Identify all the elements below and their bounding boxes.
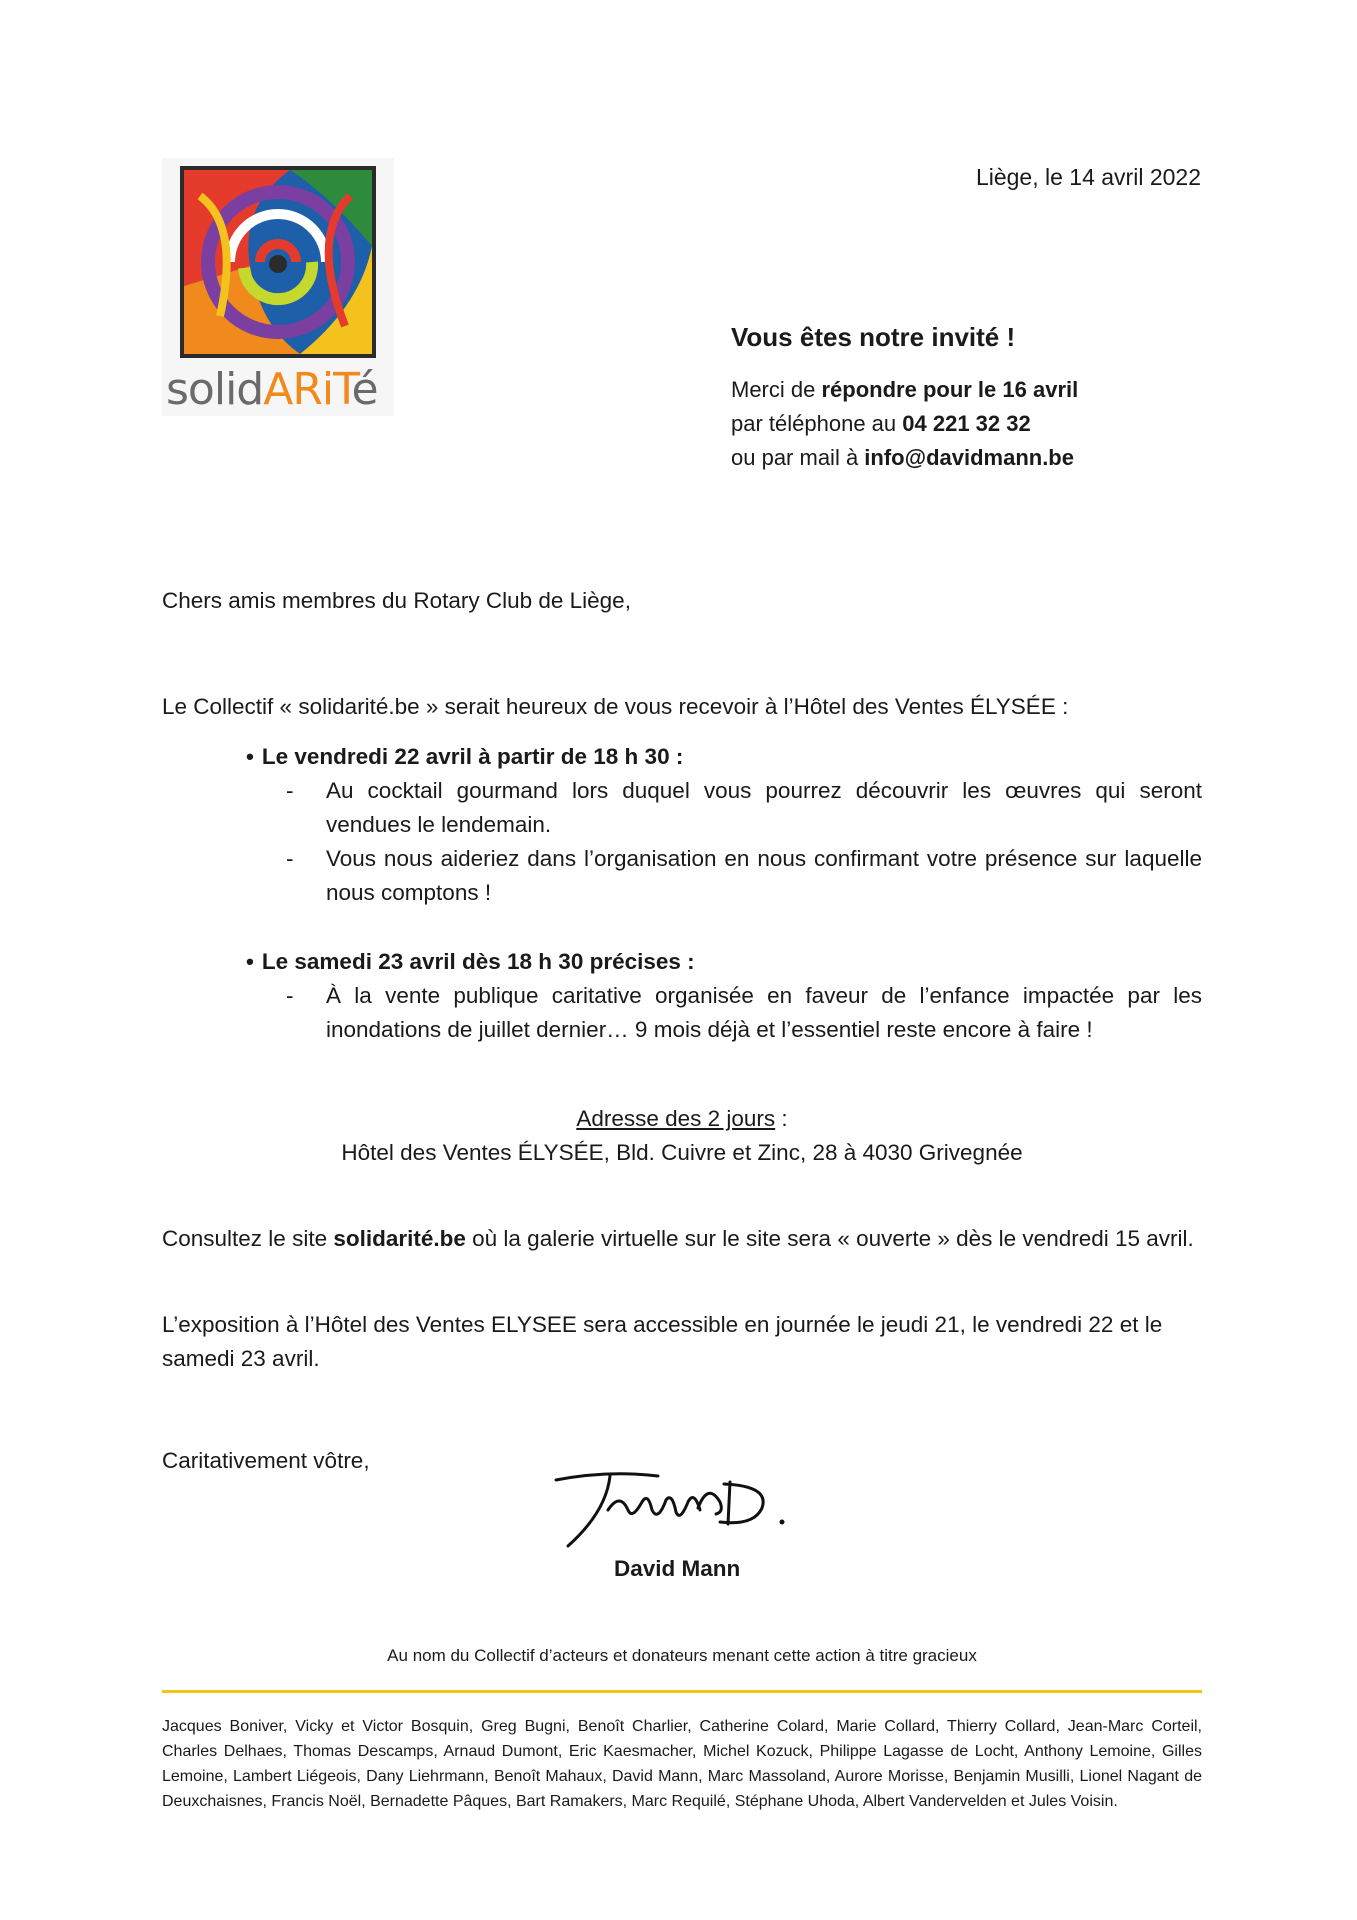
swirl-art-icon: [180, 166, 376, 358]
rsvp-block: [731, 322, 1201, 475]
greeting: Chers amis membres du Rotary Club de Liège,: [162, 588, 631, 613]
invite-title: Vous êtes notre invité !: [731, 322, 1016, 352]
list-item: - Vous nous aideriez dans l’organisation en nous confirmant votre présence sur laquelle nous comptons !: [286, 846, 1202, 905]
donor-list: Jacques Boniver, Vicky et Victor Bosquin, Greg Bugni, Benoît Charlier, Catherine Colard, Marie Collard, Thierry Collard, Jean-Marc Corteil, Charles Delhaes, Thomas Descamps, Arnaud Dumont, Eric Kaesmacher, Michel Kozuck, Philippe Lagasse de Locht, Anthony Lemoine, Gilles Lemoine, Lambert Liégeois, Dany Liehrmann, Benoît Mahaux, David Mann, Marc Massoland, Aurore Morisse, Benjamin Musilli, Lionel Nagant de Deuxchaisnes, Francis Noël, Bernadette Pâques, Bart Ramakers, Marc Requilé, Stéphane Uhoda, Albert Vandervelden et Jules Voisin.: [162, 1718, 1202, 1810]
collective-note: Au nom du Collectif d’acteurs et donateurs menant cette action à titre gracieux: [387, 1646, 977, 1665]
signer-name: David Mann: [614, 1556, 741, 1581]
venue-address: [162, 1102, 1202, 1170]
event-friday-title: • Le vendredi 22 avril à partir de 18 h 30 :: [246, 740, 1202, 774]
intro-paragraph: Le Collectif « solidarité.be » serait heureux de vous recevoir à l’Hôtel des Ventes ÉLYSÉE :: [162, 694, 1069, 719]
website-paragraph: Consultez le site solidarité.be où la galerie virtuelle sur le site sera « ouverte » dès le vendredi 15 avril.: [162, 1226, 1194, 1251]
event-saturday-title: • Le samedi 23 avril dès 18 h 30 précises :: [246, 945, 1202, 979]
list-item: - À la vente publique caritative organisée en faveur de l’enfance impactée par les inondations de juillet dernier… 9 mois déjà et l’essentiel reste encore à faire !: [286, 983, 1202, 1042]
footer-divider: [162, 1690, 1202, 1693]
handwritten-signature: [548, 1462, 808, 1552]
rsvp-email: ou par mail à info@davidmann.be: [731, 445, 1074, 470]
letter-date: Liège, le 14 avril 2022: [975, 164, 1201, 190]
address-line: Hôtel des Ventes ÉLYSÉE, Bld. Cuivre et Zinc, 28 à 4030 Grivegnée: [341, 1140, 1023, 1165]
exhibition-paragraph: L’exposition à l’Hôtel des Ventes ELYSEE sera accessible en journée le jeudi 21, le vendredi 22 et le samedi 23 avril.: [162, 1312, 1163, 1371]
event-friday: [246, 740, 1202, 910]
list-item: - Au cocktail gourmand lors duquel vous pourrez découvrir les œuvres qui seront vendues le lendemain.: [286, 778, 1202, 837]
rsvp-phone: par téléphone au 04 221 32 32: [731, 411, 1031, 436]
logo-wordmark: solidARiTé: [166, 364, 378, 415]
address-label: Adresse des 2 jours :: [576, 1106, 788, 1131]
solidarite-logo: [162, 158, 394, 416]
event-saturday: [246, 945, 1202, 1047]
rsvp-deadline: Merci de répondre pour le 16 avril: [731, 377, 1079, 402]
closing-salutation: Caritativement vôtre,: [162, 1448, 370, 1473]
event-friday-details: [246, 774, 1202, 910]
event-saturday-details: [246, 979, 1202, 1047]
